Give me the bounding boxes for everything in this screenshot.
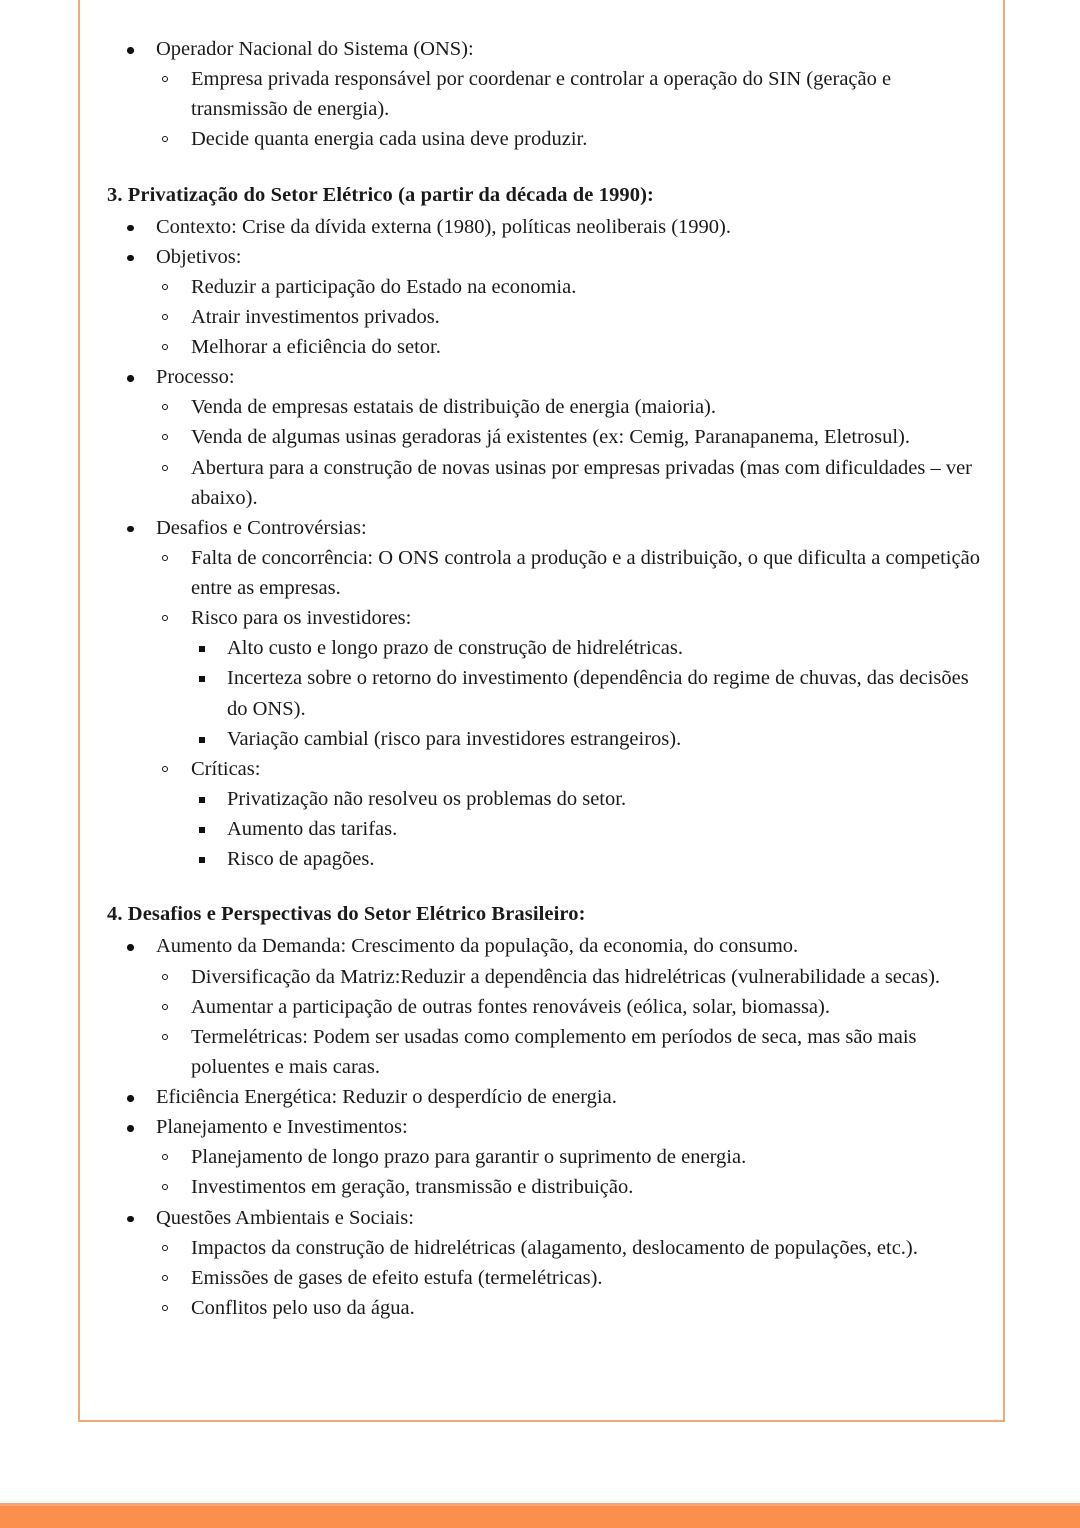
list-item-text: Melhorar a eficiência do setor. <box>191 336 441 359</box>
list-item-text: Objetivos: <box>156 245 242 268</box>
list-item <box>189 784 982 814</box>
circle-bullet-icon <box>162 422 171 452</box>
list-item-text: Risco para os investidores: <box>191 607 412 630</box>
list-item-text: Empresa privada responsável por coordenar e controlar a operação do SIN (geração e transmissão de energia). <box>191 68 892 121</box>
list-item-text: Atrair investimentos privados. <box>191 305 440 328</box>
list-item-text: Variação cambial (risco para investidores estrangeiros). <box>227 727 682 750</box>
circle-bullet-icon <box>162 962 171 992</box>
bullet-list <box>107 34 982 155</box>
list-item-text: Risco de apagões. <box>227 848 375 871</box>
list-item <box>118 513 982 543</box>
list-item-text: Planejamento de longo prazo para garantir o suprimento de energia. <box>191 1146 747 1169</box>
circle-bullet-icon <box>162 332 171 362</box>
list-item-text: Críticas: <box>191 757 261 780</box>
list-item <box>153 392 982 422</box>
list-item <box>153 1172 982 1202</box>
document-body <box>107 34 982 1323</box>
list-item <box>189 633 982 663</box>
section-heading: 3. Privatização do Setor Elétrico (a partir da década de 1990): <box>107 183 654 206</box>
bullet-list <box>107 931 982 1323</box>
circle-bullet-icon <box>162 1022 171 1082</box>
square-bullet-icon <box>199 663 207 723</box>
list-item-text: Planejamento e Investimentos: <box>156 1116 408 1139</box>
list-item <box>153 1142 982 1172</box>
circle-bullet-icon <box>162 272 171 302</box>
list-item-text: Aumento da Demanda: Crescimento da população, da economia, do consumo. <box>156 935 799 958</box>
list-item <box>118 1203 982 1233</box>
list-item <box>118 212 982 242</box>
disc-bullet-icon <box>127 212 134 242</box>
list-item <box>153 992 982 1022</box>
list-item-text: Desafios e Controvérsias: <box>156 516 367 539</box>
circle-bullet-icon <box>162 992 171 1022</box>
circle-bullet-icon <box>162 453 171 513</box>
list-item-text: Incerteza sobre o retorno do investimento (dependência do regime de chuvas, das decisões do ONS). <box>227 667 969 720</box>
list-item-text: Abertura para a construção de novas usinas por empresas privadas (mas com dificuldades – ver abaixo). <box>191 456 973 509</box>
disc-bullet-icon <box>127 1203 134 1233</box>
list-item <box>153 543 982 603</box>
list-item <box>153 453 982 513</box>
list-item <box>153 962 982 992</box>
list-item-text: Processo: <box>156 366 235 389</box>
circle-bullet-icon <box>162 392 171 422</box>
circle-bullet-icon <box>162 124 171 154</box>
list-item-text: Conflitos pelo uso da água. <box>191 1296 415 1319</box>
list-item <box>153 332 982 362</box>
list-item-text: Alto custo e longo prazo de construção de hidrelétricas. <box>227 637 683 660</box>
list-item-text: Questões Ambientais e Sociais: <box>156 1206 414 1229</box>
square-bullet-icon <box>199 844 207 874</box>
circle-bullet-icon <box>162 1263 171 1293</box>
list-item-text: Impactos da construção de hidrelétricas (alagamento, deslocamento de populações, etc.). <box>191 1236 918 1259</box>
list-item-text: Investimentos em geração, transmissão e distribuição. <box>191 1176 634 1199</box>
list-item <box>153 754 982 784</box>
square-bullet-icon <box>199 814 207 844</box>
circle-bullet-icon <box>162 302 171 332</box>
circle-bullet-icon <box>162 543 171 603</box>
content-block-desafios-block <box>107 900 982 1323</box>
list-item <box>118 931 982 961</box>
circle-bullet-icon <box>162 1233 171 1263</box>
list-item-text: Decide quanta energia cada usina deve produzir. <box>191 128 588 151</box>
disc-bullet-icon <box>127 362 134 392</box>
disc-bullet-icon <box>127 513 134 543</box>
list-item-text: Operador Nacional do Sistema (ONS): <box>156 38 474 60</box>
content-block-ons-block <box>107 34 982 155</box>
list-item <box>118 362 982 392</box>
disc-bullet-icon <box>127 931 134 961</box>
list-item-text: Aumento das tarifas. <box>227 818 398 841</box>
list-item-text: Eficiência Energética: Reduzir o desperdício de energia. <box>156 1086 617 1109</box>
disc-bullet-icon <box>127 1112 134 1142</box>
list-item <box>189 724 982 754</box>
list-item <box>153 1293 982 1323</box>
list-item <box>153 1233 982 1263</box>
list-item-text: Diversificação da Matriz:Reduzir a dependência das hidrelétricas (vulnerabilidade a secas). <box>191 965 941 988</box>
list-item-text: Contexto: Crise da dívida externa (1980), políticas neoliberais (1990). <box>156 215 731 238</box>
list-item <box>189 663 982 723</box>
list-item-text: Falta de concorrência: O ONS controla a produção e a distribuição, o que dificulta a competição entre as empresas. <box>191 546 980 600</box>
circle-bullet-icon <box>162 1293 171 1323</box>
list-item-text: Venda de algumas usinas geradoras já existentes (ex: Cemig, Paranapanema, Eletrosul). <box>191 426 910 449</box>
circle-bullet-icon <box>162 1172 171 1202</box>
list-item <box>153 1022 982 1082</box>
circle-bullet-icon <box>162 1142 171 1172</box>
disc-bullet-icon <box>127 1082 134 1112</box>
list-item <box>153 302 982 332</box>
content-block-privatizacao-block <box>107 181 982 875</box>
square-bullet-icon <box>199 784 207 814</box>
bullet-list <box>107 212 982 875</box>
list-item-text: Venda de empresas estatais de distribuição de energia (maioria). <box>191 396 717 419</box>
page-footer-accent-bar <box>0 1503 1080 1528</box>
list-item <box>118 34 982 64</box>
list-item <box>118 1082 982 1112</box>
square-bullet-icon <box>199 633 207 663</box>
circle-bullet-icon <box>162 603 171 633</box>
list-item <box>189 814 982 844</box>
list-item-text: Emissões de gases de efeito estufa (termelétricas). <box>191 1266 603 1289</box>
section-heading: 4. Desafios e Perspectivas do Setor Elétrico Brasileiro: <box>107 903 586 926</box>
list-item <box>153 64 982 124</box>
circle-bullet-icon <box>162 64 171 124</box>
list-item <box>153 603 982 633</box>
disc-bullet-icon <box>127 34 134 64</box>
list-item <box>153 1263 982 1293</box>
list-item-text: Privatização não resolveu os problemas do setor. <box>227 787 627 810</box>
list-item <box>153 272 982 302</box>
circle-bullet-icon <box>162 754 171 784</box>
square-bullet-icon <box>199 724 207 754</box>
list-item-text: Reduzir a participação do Estado na economia. <box>191 275 577 298</box>
list-item <box>118 1112 982 1142</box>
disc-bullet-icon <box>127 242 134 272</box>
footer-accent-highlight <box>0 1503 1080 1506</box>
list-item <box>153 422 982 452</box>
list-item <box>189 844 982 874</box>
list-item <box>118 242 982 272</box>
list-item-text: Aumentar a participação de outras fontes renováveis (eólica, solar, biomassa). <box>191 995 830 1018</box>
list-item <box>153 124 982 154</box>
list-item-text: Termelétricas: Podem ser usadas como complemento em períodos de seca, mas são mais poluentes e mais caras. <box>191 1025 917 1078</box>
